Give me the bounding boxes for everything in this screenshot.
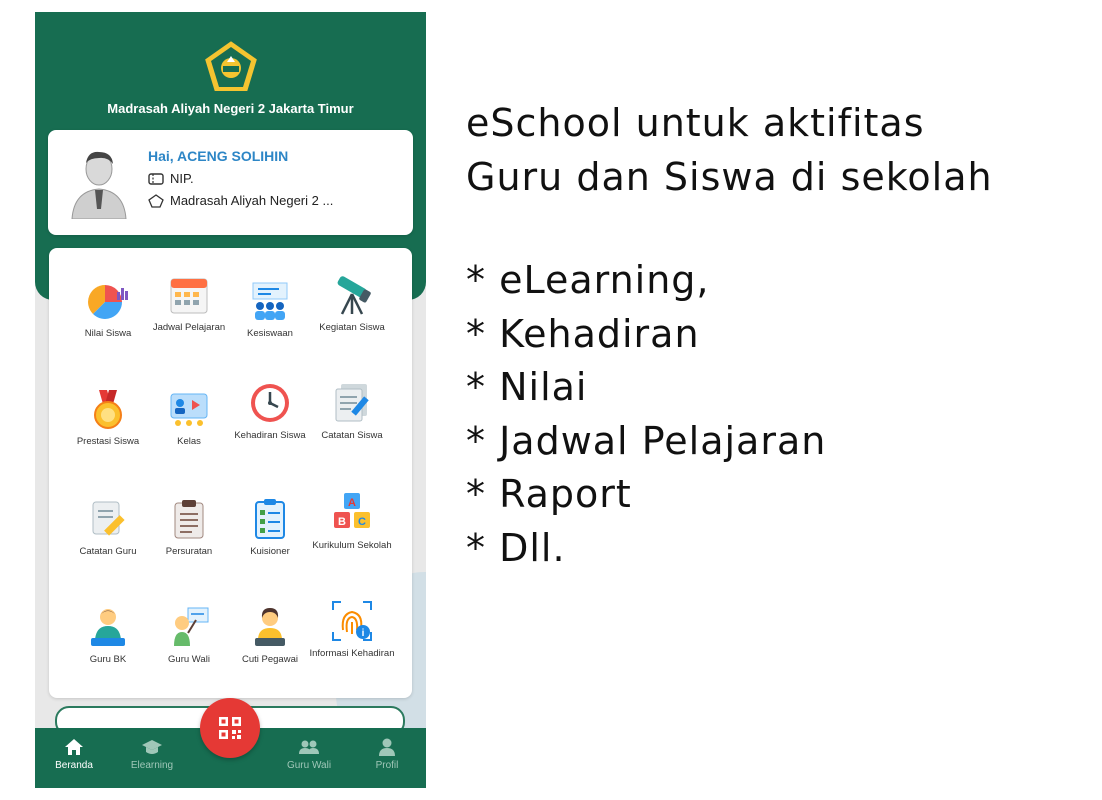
feature-list <box>466 254 826 575</box>
feature-item: * Kehadiran <box>466 311 700 356</box>
svg-text:i: i <box>361 628 365 639</box>
menu-item-prestasi-siswa[interactable] <box>63 388 153 488</box>
note-pen-icon <box>87 498 129 540</box>
notes-icon <box>331 382 373 424</box>
school-title: Madrasah Aliyah Negeri 2 Jakarta Timur <box>107 101 354 116</box>
profile-card[interactable] <box>48 130 413 235</box>
video-class-icon <box>168 388 210 430</box>
fingerprint-icon <box>331 600 373 642</box>
medal-icon <box>87 388 129 430</box>
clock-icon <box>249 382 291 424</box>
school-row <box>148 193 333 208</box>
menu-item-label: Catatan Siswa <box>321 430 383 441</box>
avatar <box>68 147 130 219</box>
counselor-icon <box>87 606 129 648</box>
ticket-icon <box>148 172 164 186</box>
menu-item-persuratan[interactable] <box>144 498 234 598</box>
menu-item-label: Kesiswaan <box>247 328 293 339</box>
nav-item-beranda[interactable] <box>39 738 109 771</box>
nav-item-label: Guru Wali <box>286 760 332 771</box>
nav-item-label: Beranda <box>55 760 93 771</box>
svg-text:B: B <box>338 516 346 528</box>
employee-icon <box>249 606 291 648</box>
menu-item-label: Catatan Guru <box>79 546 137 557</box>
menu-item-nilai-siswa[interactable] <box>63 280 153 380</box>
menu-item-catatan-siswa[interactable] <box>307 382 397 482</box>
clipboard-icon <box>168 498 210 540</box>
nav-item-elearning[interactable] <box>117 738 187 771</box>
greeting-text: Hai, ACENG SOLIHIN <box>148 148 289 164</box>
menu-item-label: Jadwal Pelajaran <box>152 322 226 333</box>
feature-item: * eLearning, <box>466 258 710 302</box>
school-name: Madrasah Aliyah Negeri 2 ... <box>170 193 334 208</box>
qr-scan-button[interactable] <box>200 698 260 758</box>
feature-item: * Dll. <box>466 525 566 570</box>
menu-item-label: Prestasi Siswa <box>76 436 140 447</box>
menu-item-kegiatan-siswa[interactable] <box>307 274 397 374</box>
telescope-icon <box>331 274 373 316</box>
menu-item-label: Nilai Siswa <box>84 328 132 339</box>
menu-item-kelas[interactable] <box>144 388 234 488</box>
nip-label: NIP. <box>170 171 194 186</box>
feature-item: * Jadwal Pelajaran <box>466 418 827 463</box>
person-icon <box>377 738 397 756</box>
headline-line-2: Guru dan Siswa di sekolah <box>466 155 993 199</box>
nav-item-profil[interactable] <box>352 738 422 771</box>
graduation-cap-icon <box>142 738 162 756</box>
menu-item-label: Kelas <box>177 436 201 447</box>
menu-item-label: Persuratan <box>165 546 213 557</box>
nip-row <box>148 171 194 186</box>
menu-item-label: Cuti Pegawai <box>242 654 298 665</box>
menu-item-label: Kehadiran Siswa <box>234 430 306 441</box>
feature-item: * Nilai <box>466 365 588 409</box>
menu-item-cuti-pegawai[interactable] <box>225 606 315 706</box>
menu-item-kurikulum-sekolah[interactable] <box>307 492 397 592</box>
nav-item-label: Elearning <box>130 760 174 771</box>
feature-item: * Raport <box>466 472 632 516</box>
nav-item-guru-wali[interactable] <box>274 738 344 771</box>
svg-text:C: C <box>358 516 366 528</box>
headline-line-1: eSchool untuk aktifitas <box>466 101 925 145</box>
menu-grid <box>49 248 412 698</box>
nav-item-label: Profil <box>375 760 399 771</box>
menu-item-kesiswaan[interactable] <box>225 280 315 380</box>
menu-item-label: Guru Wali <box>168 654 210 665</box>
promo-headline <box>466 96 993 204</box>
menu-item-label: Kegiatan Siswa <box>319 322 385 333</box>
abc-blocks-icon <box>331 492 373 534</box>
qr-code-icon <box>218 716 242 740</box>
checklist-icon <box>249 498 291 540</box>
menu-item-label: Informasi Kehadiran <box>309 648 395 659</box>
menu-item-guru-bk[interactable] <box>63 606 153 706</box>
teacher-icon <box>168 606 210 648</box>
menu-item-kehadiran-siswa[interactable] <box>225 382 315 482</box>
pentagon-icon <box>148 194 164 208</box>
menu-item-label: Guru BK <box>89 654 127 665</box>
phone-screen <box>35 12 426 788</box>
svg-text:A: A <box>348 497 356 509</box>
menu-item-jadwal-pelajaran[interactable] <box>144 274 234 374</box>
menu-item-kuisioner[interactable] <box>225 498 315 598</box>
group-icon <box>299 738 319 756</box>
home-icon <box>64 738 84 756</box>
school-logo-icon <box>202 38 260 94</box>
menu-item-informasi-kehadiran[interactable] <box>307 600 397 700</box>
menu-item-label: Kurikulum Sekolah <box>312 540 392 551</box>
menu-item-label: Kuisioner <box>250 546 290 557</box>
classroom-icon <box>249 280 291 322</box>
menu-item-guru-wali[interactable] <box>144 606 234 706</box>
menu-item-catatan-guru[interactable] <box>63 498 153 598</box>
pie-chart-icon <box>87 280 129 322</box>
calendar-icon <box>168 274 210 316</box>
